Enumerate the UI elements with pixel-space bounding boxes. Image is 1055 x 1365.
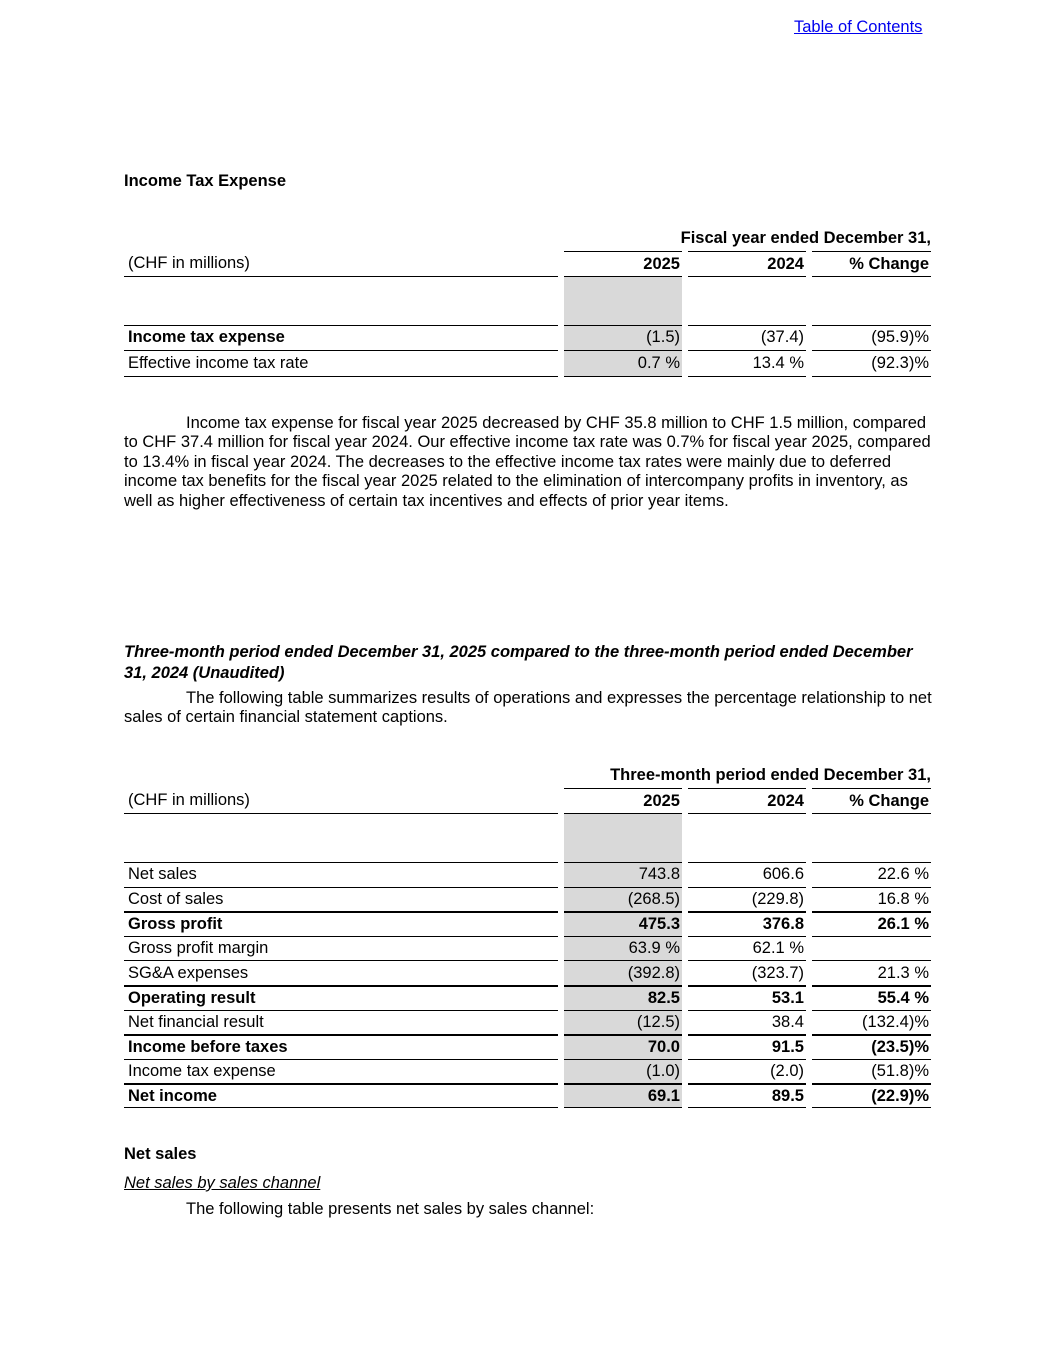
value-2024: 13.4 % xyxy=(688,350,806,377)
value-2025: (392.8) xyxy=(564,960,682,985)
value-change: 55.4 % xyxy=(812,985,931,1010)
unit-label: (CHF in millions) xyxy=(124,251,558,277)
value-2024: 62.1 % xyxy=(688,936,806,961)
value-change: (51.8)% xyxy=(812,1059,931,1084)
table-of-contents-link[interactable]: Table of Contents xyxy=(794,18,923,36)
value-2025: 69.1 xyxy=(564,1083,682,1108)
value-2024: 53.1 xyxy=(688,985,806,1010)
value-2024: 376.8 xyxy=(688,911,806,936)
row-label: Effective income tax rate xyxy=(124,350,558,377)
value-2025: 70.0 xyxy=(564,1034,682,1059)
table-row xyxy=(124,862,931,887)
value-change: 26.1 % xyxy=(812,911,931,936)
value-change: (22.9)% xyxy=(812,1083,931,1108)
value-2024: 89.5 xyxy=(688,1083,806,1108)
value-2025: (12.5) xyxy=(564,1010,682,1035)
table-row xyxy=(124,1083,931,1108)
row-label: Income tax expense xyxy=(124,1059,558,1084)
value-change: 21.3 % xyxy=(812,960,931,985)
table-row xyxy=(124,960,931,985)
section-heading-net-sales: Net sales xyxy=(124,1145,197,1163)
spacer-cell xyxy=(564,277,682,325)
table-row xyxy=(124,887,931,912)
value-2025: 63.9 % xyxy=(564,936,682,961)
row-label: Gross profit xyxy=(124,911,558,936)
income-tax-paragraph xyxy=(124,414,932,511)
col-header-change: % Change xyxy=(812,251,931,277)
period-header: Fiscal year ended December 31, xyxy=(680,229,931,247)
value-2025: 475.3 xyxy=(564,911,682,936)
table-row xyxy=(124,911,931,936)
table-row xyxy=(124,936,931,961)
value-2024: 91.5 xyxy=(688,1034,806,1059)
value-2025: 82.5 xyxy=(564,985,682,1010)
row-label: SG&A expenses xyxy=(124,960,558,985)
table-row xyxy=(124,325,931,350)
period-header: Three-month period ended December 31, xyxy=(610,766,931,784)
value-2024: (229.8) xyxy=(688,887,806,912)
income-tax-table xyxy=(124,227,931,377)
value-change: (23.5)% xyxy=(812,1034,931,1059)
value-2024: 606.6 xyxy=(688,862,806,887)
subheading-net-sales-by-channel: Net sales by sales channel xyxy=(124,1174,321,1192)
value-2024: (323.7) xyxy=(688,960,806,985)
col-header-change: % Change xyxy=(812,788,931,814)
value-2025: (268.5) xyxy=(564,887,682,912)
table-row xyxy=(124,1059,931,1084)
value-2025: 743.8 xyxy=(564,862,682,887)
table-row xyxy=(124,1010,931,1035)
value-2024: (37.4) xyxy=(688,325,806,350)
table-row xyxy=(124,1034,931,1059)
row-label: Income tax expense xyxy=(124,325,558,350)
intro-text: The following table presents net sales by sales channel: xyxy=(186,1200,595,1218)
table-row xyxy=(124,350,931,377)
unit-label: (CHF in millions) xyxy=(124,788,558,814)
value-change: (95.9)% xyxy=(812,325,931,350)
value-change: 22.6 % xyxy=(812,862,931,887)
value-2025: (1.0) xyxy=(564,1059,682,1084)
row-label: Gross profit margin xyxy=(124,936,558,961)
col-header-2025: 2025 xyxy=(564,788,682,814)
value-change xyxy=(812,936,931,961)
table-row xyxy=(124,985,931,1010)
row-label: Net sales xyxy=(124,862,558,887)
net-sales-intro xyxy=(124,1200,932,1219)
value-2024: (2.0) xyxy=(688,1059,806,1084)
value-2025: 0.7 % xyxy=(564,350,682,377)
row-label: Net income xyxy=(124,1083,558,1108)
col-header-2025: 2025 xyxy=(564,251,682,277)
value-change: 16.8 % xyxy=(812,887,931,912)
value-2025: (1.5) xyxy=(564,325,682,350)
intro-text: The following table summarizes results of operations and expresses the percentage relationship to net sales of certain financial statement captions. xyxy=(124,689,932,727)
section-heading-income-tax: Income Tax Expense xyxy=(124,172,287,190)
three-month-intro xyxy=(124,689,932,728)
value-change: (92.3)% xyxy=(812,350,931,377)
three-month-results-table xyxy=(124,764,931,1108)
col-header-2024: 2024 xyxy=(688,788,806,814)
row-label: Income before taxes xyxy=(124,1034,558,1059)
value-2024: 38.4 xyxy=(688,1010,806,1035)
row-label: Operating result xyxy=(124,985,558,1010)
row-label: Cost of sales xyxy=(124,887,558,912)
col-header-2024: 2024 xyxy=(688,251,806,277)
value-change: (132.4)% xyxy=(812,1010,931,1035)
section-heading-three-month: Three-month period ended December 31, 2025 compared to the three-month period ended December 31, 2024 (Unaudited) xyxy=(124,643,913,682)
row-label: Net financial result xyxy=(124,1010,558,1035)
spacer-cell xyxy=(564,814,682,862)
paragraph-text: Income tax expense for fiscal year 2025 decreased by CHF 35.8 million to CHF 1.5 million, compared to CHF 37.4 million for fiscal year 2024. Our effective income tax rate was 0.7% for fiscal year 2025, compared to 13.4% in fiscal year 2024. The decreases to the effective income tax rates were mainly due to deferred income tax benefits for the fiscal year 2025 related to the elimination of intercompany profits in inventory, as well as higher effectiveness of certain tax incentives and effects of prior year items. xyxy=(124,414,931,510)
